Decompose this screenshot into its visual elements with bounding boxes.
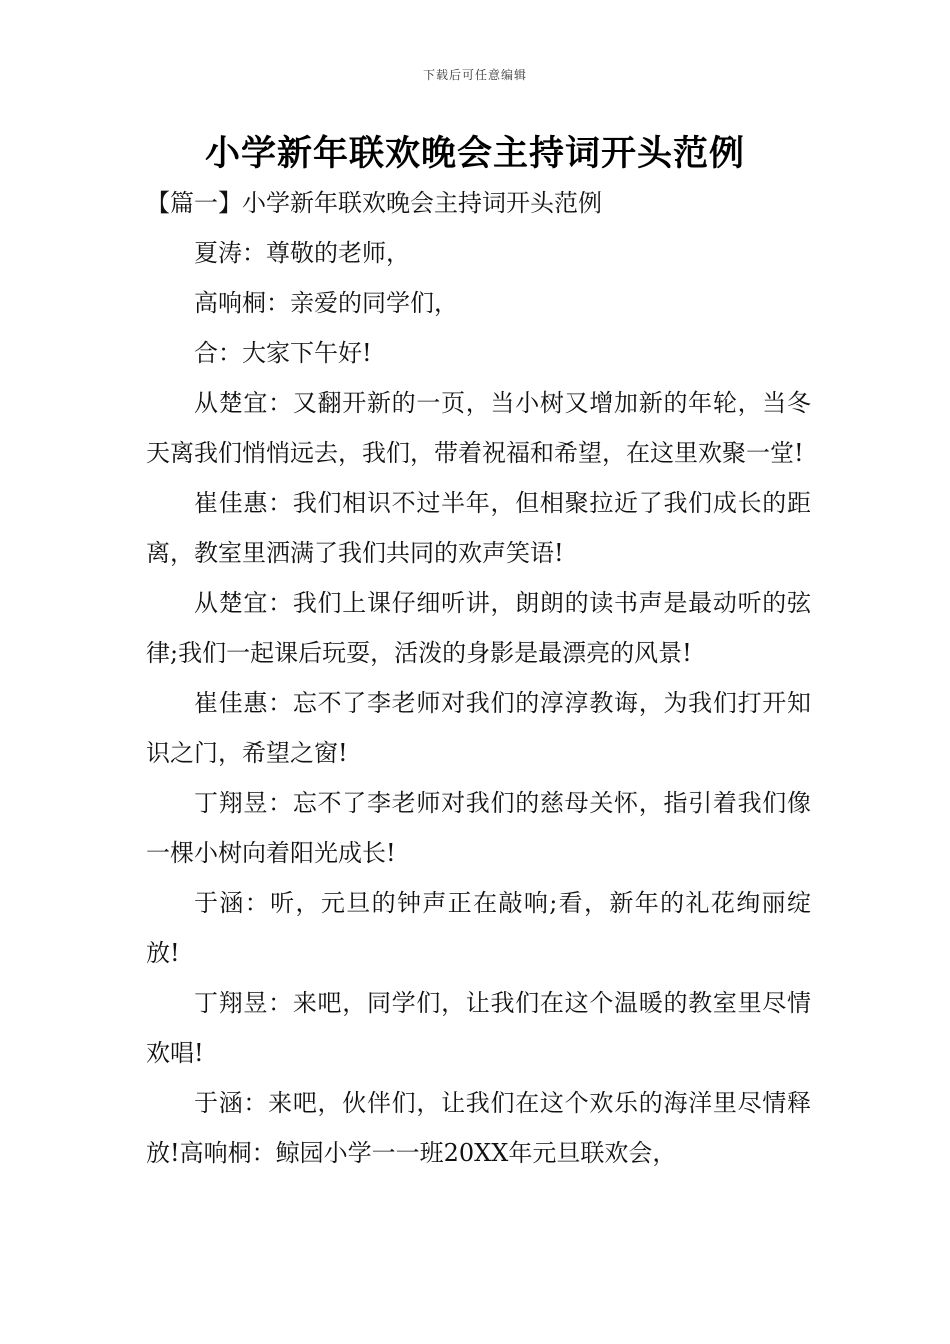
paragraph: 丁翔昱：来吧，同学们，让我们在这个温暖的教室里尽情欢唱! <box>146 989 811 1067</box>
paragraph: 合：大家下午好! <box>194 339 372 367</box>
paragraph: 崔佳惠：我们相识不过半年，但相聚拉近了我们成长的距离，教室里洒满了我们共同的欢声笑语! <box>146 489 811 567</box>
paragraph: 从楚宜：又翻开新的一页，当小树又增加新的年轮，当冬天离我们悄悄远去，我们，带着祝福和希望，在这里欢聚一堂! <box>146 389 811 467</box>
paragraph: 丁翔昱：忘不了李老师对我们的慈母关怀，指引着我们像一棵小树向着阳光成长! <box>146 789 811 867</box>
paragraph: 于涵：听，元旦的钟声正在敲响;看，新年的礼花绚丽绽放! <box>146 889 811 967</box>
paragraph: 崔佳惠：忘不了李老师对我们的淳淳教诲，为我们打开知识之门，希望之窗! <box>146 689 811 767</box>
paragraph: 从楚宜：我们上课仔细听讲，朗朗的读书声是最动听的弦律;我们一起课后玩耍，活泼的身影是最漂亮的风景! <box>146 589 811 667</box>
header-note: 下载后可任意编辑 <box>422 68 527 82</box>
document-title: 小学新年联欢晚会主持词开头范例 <box>204 133 745 174</box>
section-heading: 【篇一】小学新年联欢晚会主持词开头范例 <box>146 189 602 217</box>
paragraph: 夏涛：尊敬的老师， <box>194 239 410 267</box>
paragraph: 于涵：来吧，伙伴们，让我们在这个欢乐的海洋里尽情释放!高响桐：鲸园小学一一班20XX年元旦联欢会， <box>146 1089 811 1167</box>
paragraph: 高响桐：亲爱的同学们， <box>194 289 458 317</box>
document-body <box>146 178 811 1178</box>
